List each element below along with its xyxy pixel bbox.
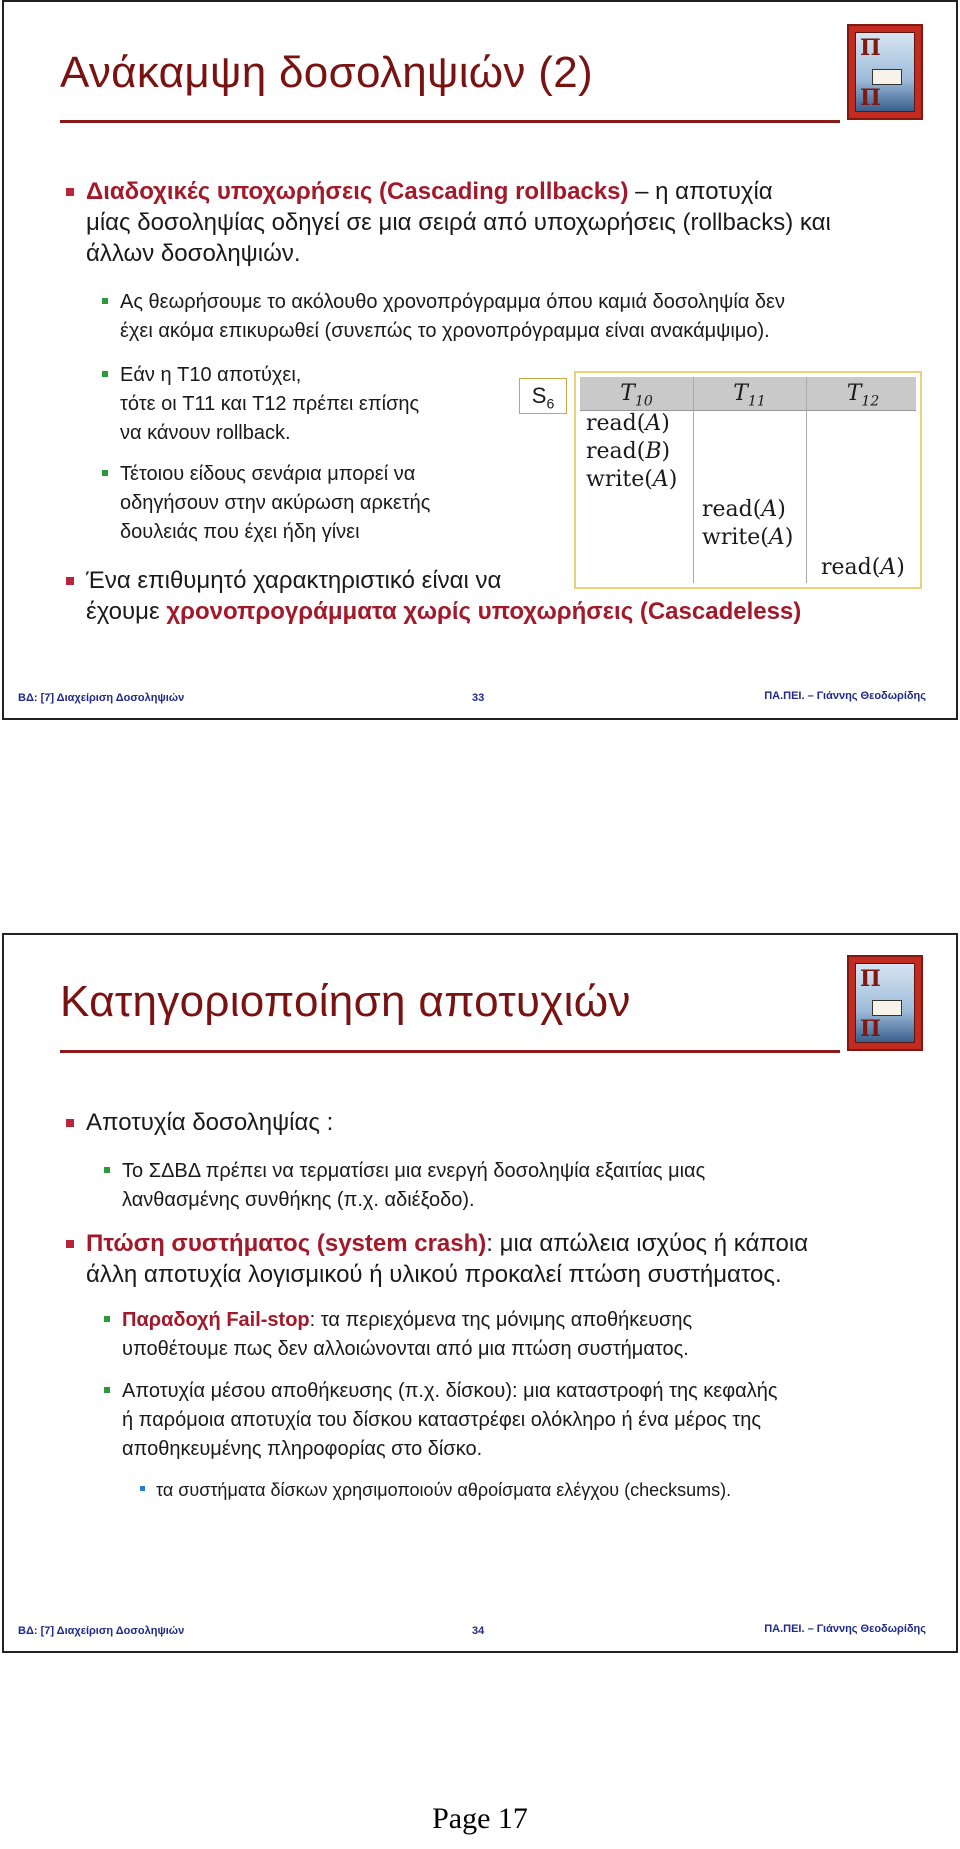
schedule-op — [586, 411, 670, 436]
logo-letter: Π — [860, 35, 881, 61]
op-close: ) — [784, 525, 794, 550]
bullet-dbms-abort — [122, 1157, 922, 1215]
bullet-text: δουλειάς που έχει ήδη γίνει — [120, 521, 360, 543]
column-divider — [806, 377, 807, 583]
logo-letter: Π — [860, 1016, 881, 1042]
bullet-text: έχει ακόμα επικυρωθεί (συνεπώς το χρονοπρόγραμμα είναι ανακάμψιμο). — [120, 320, 770, 342]
op-arg: A — [652, 467, 669, 492]
bullet-text: αποθηκευμένης πληροφορίας στο δίσκο. — [122, 1438, 483, 1460]
bullet-text: Εάν η T10 αποτύχει, — [120, 364, 302, 386]
schedule-op — [821, 555, 905, 580]
bullet-text: – η αποτυχία — [628, 178, 773, 205]
schedule-table — [574, 371, 922, 589]
highlight-term: χρονοπρογράμματα χωρίς υποχωρήσεις (Cascadeless) — [166, 598, 802, 625]
highlight-term: Πτώση συστήματος (system crash) — [86, 1230, 487, 1257]
bullet-text: έχουμε — [86, 598, 167, 625]
bullet-scenarios — [120, 460, 500, 547]
header-subscript: 12 — [861, 393, 880, 410]
header-text: T — [620, 381, 635, 406]
op-close: ) — [896, 555, 905, 580]
op-name: write( — [702, 525, 769, 550]
bullet-text: ή παρόμοια αποτυχία του δίσκου καταστρέφει ολόκληρο ή ένα μέρος της — [122, 1409, 761, 1431]
op-name: read( — [821, 555, 881, 580]
logo-letter: Π — [860, 966, 881, 992]
bullet-text: : τα περιεχόμενα της μόνιμης αποθήκευσης — [309, 1309, 693, 1331]
university-logo — [847, 955, 923, 1051]
footer-slide-number: 33 — [472, 692, 485, 704]
bullet-disk-failure — [122, 1377, 942, 1464]
bullet-text: Αποτυχία δοσοληψίας : — [86, 1109, 334, 1136]
op-arg: A — [768, 525, 785, 550]
slide-34 — [2, 933, 958, 1653]
bullet-t10-fails — [120, 361, 500, 448]
book-icon — [872, 69, 902, 85]
op-arg: A — [880, 555, 897, 580]
header-text: T — [846, 381, 862, 406]
op-name: read( — [702, 497, 762, 522]
schedule-op — [586, 467, 677, 492]
bullet-checksums — [156, 1477, 936, 1503]
bullet-text: τότε οι T11 και T12 πρέπει επίσης — [120, 393, 420, 415]
op-name: read( — [586, 439, 646, 464]
bullet-text: λανθασμένης συνθήκης (π.χ. αδιέξοδο). — [122, 1189, 475, 1211]
bullet-text: : μια απώλεια ισχύος ή κάποια — [486, 1230, 809, 1257]
footer-author: ΠΑ.ΠΕΙ. – Γιάννης Θεοδωρίδης — [764, 1623, 926, 1635]
bullet-consider-schedule — [120, 288, 920, 346]
footer-slide-number: 34 — [472, 1625, 485, 1637]
op-name: write( — [586, 467, 653, 492]
footer-author: ΠΑ.ΠΕΙ. – Γιάννης Θεοδωρίδης — [764, 690, 926, 702]
bullet-text: οδηγήσουν στην ακύρωση αρκετής — [120, 492, 431, 514]
schedule-subscript: 6 — [546, 395, 555, 412]
bullet-cascading-rollbacks — [86, 176, 886, 269]
bullet-transaction-failure — [86, 1107, 886, 1138]
book-icon — [872, 1000, 902, 1016]
bullet-text: Το ΣΔΒΔ πρέπει να τερματίσει μια ενεργή δοσοληψία εξαιτίας μιας — [122, 1160, 706, 1182]
bullet-text: άλλων δοσοληψιών. — [86, 240, 301, 267]
bullet-text: να κάνουν rollback. — [120, 422, 291, 444]
schedule-header-row — [580, 377, 916, 411]
logo-letter: Π — [860, 85, 881, 111]
university-logo — [847, 24, 923, 120]
op-arg: B — [645, 439, 662, 464]
bullet-text: Τέτοιου είδους σενάρια μπορεί να — [120, 463, 416, 485]
schedule-op — [586, 439, 670, 464]
title-underline — [60, 120, 840, 123]
op-close: ) — [668, 467, 678, 492]
schedule-name: S — [531, 383, 547, 408]
op-close: ) — [777, 497, 786, 522]
bullet-text: υποθέτουμε πως δεν αλλοιώνονται από μια πτώση συστήματος. — [122, 1338, 689, 1360]
bullet-text: Ας θεωρήσουμε το ακόλουθο χρονοπρόγραμμα όπου καμιά δοσοληψία δεν — [120, 291, 785, 313]
schedule-op — [702, 497, 786, 522]
footer-course: ΒΔ: [7] Διαχείριση Δοσοληψιών — [18, 1625, 185, 1637]
header-t11 — [693, 377, 806, 411]
bullet-text: Ένα επιθυμητό χαρακτηριστικό είναι να — [86, 567, 502, 594]
slide-33 — [2, 0, 958, 720]
logo-emblem — [855, 32, 915, 112]
page-number: Page 17 — [432, 1802, 528, 1835]
bullet-text: άλλη αποτυχία λογισμικού ή υλικού προκαλεί πτώση συστήματος. — [86, 1261, 782, 1288]
logo-emblem — [855, 963, 915, 1043]
column-divider — [693, 377, 694, 583]
bullet-text: μίας δοσοληψίας οδηγεί σε μια σειρά από υποχωρήσεις (rollbacks) και — [86, 209, 831, 236]
highlight-term: Παραδοχή Fail-stop — [122, 1309, 310, 1331]
schedule-op — [702, 525, 793, 550]
op-close: ) — [661, 439, 671, 464]
op-close: ) — [661, 411, 670, 436]
title-underline — [60, 1050, 840, 1053]
bullet-fail-stop — [122, 1306, 922, 1364]
header-t12 — [806, 377, 920, 411]
highlight-term: Διαδοχικές υποχωρήσεις (Cascading rollbacks) — [86, 178, 629, 205]
header-t10 — [580, 377, 693, 411]
op-arg: A — [761, 497, 778, 522]
op-arg: A — [645, 411, 662, 436]
bullet-text: Αποτυχία μέσου αποθήκευσης (π.χ. δίσκου): μια καταστροφή της κεφαλής — [122, 1380, 778, 1402]
footer-course: ΒΔ: [7] Διαχείριση Δοσοληψιών — [18, 692, 185, 704]
header-text: T — [733, 381, 748, 406]
bullet-text: τα συστήματα δίσκων χρησιμοποιούν αθροίσματα ελέγχου (checksums). — [156, 1480, 732, 1500]
slide-title: Κατηγοριοποίηση αποτυχιών — [60, 977, 631, 1026]
schedule-label — [519, 378, 567, 414]
header-subscript: 11 — [747, 393, 766, 410]
op-name: read( — [586, 411, 646, 436]
bullet-system-crash — [86, 1228, 946, 1290]
slide-title: Ανάκαμψη δοσοληψιών (2) — [60, 48, 593, 97]
header-subscript: 10 — [634, 393, 653, 410]
